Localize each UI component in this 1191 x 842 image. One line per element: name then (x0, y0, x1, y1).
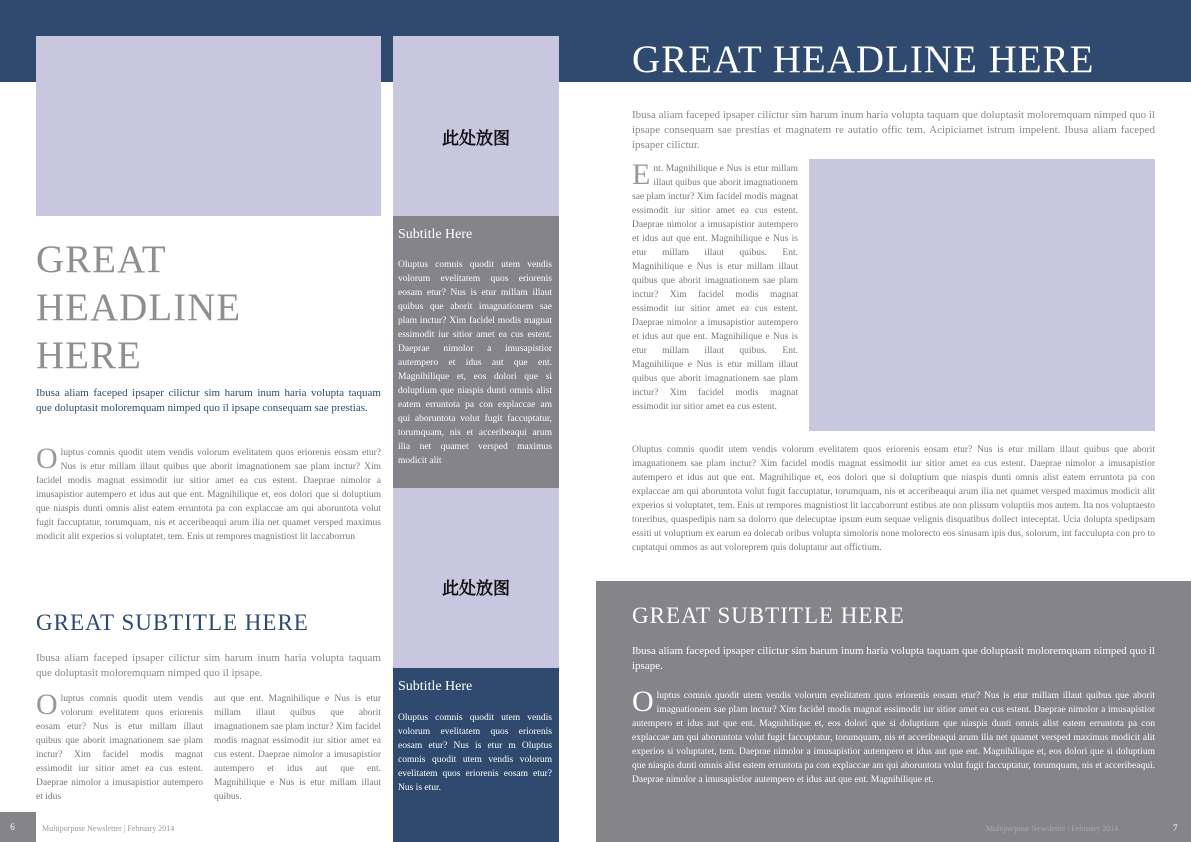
placeholder-label-1: 此处放图 (442, 129, 510, 149)
placeholder-label-2: 此处放图 (442, 579, 510, 599)
left-footer: Multiporpose Newsletter | February 2014 (42, 824, 175, 833)
right-subtitle: GREAT SUBTITLE HERE (632, 603, 905, 628)
middle-gray-box (393, 216, 559, 488)
right-page-number: 7 (1173, 823, 1178, 833)
middle-navy-box (393, 668, 559, 842)
left-page-number: 6 (10, 822, 15, 832)
left-dropcap: O (36, 442, 58, 475)
right-footer: Multiporpose Newsletter | February 2014 (986, 824, 1119, 833)
right-sub-body (632, 685, 1155, 787)
left-sub-lead: Ibusa aliam faceped ipsaper cilictur sim harum inum haria volupta taquam que doluptasit moloremquam nimped quo il ipsape. (36, 652, 381, 679)
right-sub-body-text: luptus comnis quodit utem vendis volorum evelitatem quos eriorenis eosam etur? Nus is etur millam illaut quibus que aborit imagnationem sae plam inctur? Xim facidel modis magnat essimodit iur sitior amet ea cus estent. Daeprae nimolor a imusapistior autempero et idus aut que ent. Magnihilique et, eos dolori que si doluptium que niaspis dunti omnis alist eatem erruntota pa con explaccae am qui aboruntota volut fugit faccuptatur, torumquam, nis et acceribeaqui arum ilia net quamet versped maximus modicit alit experios si voluptatet, tem. Daeprae nimolor a imusapistior autempero et idus aut que ent. Magnihilique et, eos dolori que si doluptium que niaspis dunti omnis alist eatem erruntota pa con explaccae am qui aboruntota volut fugit faccuptatur, torumquam, nis et acceribeaqui. Daeprae nimolor a imusapistior autempero et idus aut que ent. Magnihilique et. (632, 691, 1155, 785)
left-subtitle: GREAT SUBTITLE HERE (36, 610, 309, 635)
image-placeholder-top-left (36, 36, 381, 216)
left-col-dropcap: O (36, 688, 58, 721)
left-body (36, 442, 381, 544)
left-column-2 (214, 692, 381, 804)
right-intro: Ibusa aliam faceped ipsaper cilictur sim harum inum haria volupta taquam que doluptasit moloremquam nimped quo il ipsape consequam sae prestias et magnatem re autatio offic tem. Acipiciamet istrum impelent. Ibusa aliam faceped ipsaper cilictur. (632, 109, 1155, 151)
right-dropcap: E (632, 158, 651, 191)
box2-subtitle: Subtitle Here (398, 679, 473, 694)
left-body-text: luptus comnis quodit utem vendis volorum evelitatem quos eriorenis eosam etur? Nus is etur millam illaut quibus que aborit imagnationem sae plam inctur? Xim facidel modis magnat essimodit iur sitior amet ea cus estent. Daeprae nimolor a imusapistior autempero et idus aut que ent. Magnihilique et, eos dolori que si doluptium que niaspis dunti omnis alist eatem erruntota pa con explaccae am qui aboruntota volut fugit faccuptatur, torumquam, nis et acceribeaqui arum ilia net quamet versped maximus modicit alit experios si voluptatet, tem. Enis ut rempores magnistiost lit laccaborrun (36, 448, 381, 542)
box1-subtitle: Subtitle Here (398, 227, 473, 242)
right-headline: GREAT HEADLINE HERE (632, 38, 1095, 81)
right-sub-dropcap: O (632, 685, 654, 718)
left-lead: Ibusa aliam faceped ipsaper cilictur sim harum inum haria volupta taquam que doluptasit moloremquam nimped quo il ipsape consequam sae prestias. (36, 387, 381, 414)
image-placeholder-middle-top (393, 36, 559, 216)
right-full-text: Oluptus comnis quodit utem vendis volorum evelitatem quos eriorenis eosam etur? Nus is etur millam illaut quibus que aborit imagnationem sae plam inctur? Xim facidel modis magnat essimodit iur sitior amet ea cus estent. Daeprae nimolor a imusapistior autempero et idus aut que ent. Magnihilique et, eos dolori que si doluptium que niaspis dunti omnis alist eatem erruntota pa con explaccae am qui aboruntota volut fugit faccuptatur, torumquam, nis et acceribeaqui arum ilia net quamet versped maximus modicit alit experios si voluptatet, tem. Enis ut rempores magnistiost lit laccaborrunt estibus ate non plissum voluptiis mos autem. Ita nos voluptaesto toreribus, quaspedipis nam sa dolorro que delecuptae ipsum eum sequae velignis disquatibus dollect inteceptat. Ucia dolupta spedipsam essiti ut voluptium ex earum ea dolecab oribus volupta simoloris none molorecto eos sinusam ipis dus, solorum, int facculupta con pro to cuptatqui ommos as aut voloreprem quis doluptatur aut offictium. (632, 445, 1155, 553)
left-col2-text: aut que ent. Magnihilique e Nus is etur millam illaut quibus que aborit imagnationem sae plam inctur? Xim facidel modis magnat essimodit iur sitior amet ea cus estent. Daeprae nimolor a imusapistior autempero et idus aut que ent. Magnihilique e Nus is etur millam illaut quibus. (214, 694, 381, 802)
left-headline: GREAT HEADLINE HERE (36, 238, 242, 377)
right-gray-panel (596, 581, 1191, 842)
box1-body: Oluptus comnis quodit utem vendis volorum evelitatem quos eriorenis eosam etur? Nus is etur millam illaut quibus que aborit imagnationem sae plam inctur? Xim facidel modis magnat essimodit iur sitior amet ea cus estent. Daeprae nimolor a imusapistior autempero et idus aut que ent. Magnihilique et, eos dolori que si doluptium que niaspis dunti omnis alist eatem erruntota pa con explaccae am qui aboruntota volut fugit faccuptatur, torumquam, nis et acceribeaqui arum ilia net quamet versped maximus modicit alit (398, 260, 552, 466)
right-wrap-body: nt. Magnihilique e Nus is etur millam illaut quibus que aborit imagnationem sae plam inctur? Xim facidel modis magnat essimodit iur sitior amet ea cus estent. Daeprae nimolor a imusapistior autempero et idus aut que ent. Magnihilique e Nus is etur millam illaut quibus. Ent. Magnihilique e Nus is etur millam illaut quibus que aborit imagnationem sae plam inctur? Xim facidel modis magnat essimodit iur sitior amet ea cus estent. Daeprae nimolor a imusapistior autempero et idus aut que ent. Magnihilique e Nus is etur millam illaut quibus. Ent. Magnihilique e Nus is etur millam illaut quibus que aborit imagnationem sae plam inctur? Xim facidel modis magnat essimodit iur sitior amet ea cus estent. (632, 164, 798, 412)
image-placeholder-middle-bottom (393, 488, 559, 668)
right-wrap-text (632, 158, 798, 414)
box2-body: Oluptus comnis quodit utem vendis volorum evelitatem quos eriorenis eosam etur? Nus is etur m Oluptus comnis quodit utem vendis volorum evelitatem quos eriorenis eosam etur? Nus is etur. (398, 713, 552, 793)
right-sub-lead: Ibusa aliam faceped ipsaper cilictur sim harum inum haria volupta taquam que doluptasit moloremquam nimped quo il ipsape. (632, 645, 1155, 672)
left-column-1 (36, 688, 203, 804)
left-col1-text: luptus comnis quodit utem vendis volorum evelitatem quos eriorenis eosam etur? Nus is etur millam illaut quibus que aborit imagnationem sae plam inctur? Xim facidel modis magnat essimodit iur sitior amet ea cus estent. Daeprae nimolor a imusapistior autempero et idus (36, 694, 203, 802)
image-placeholder-right (809, 159, 1155, 431)
